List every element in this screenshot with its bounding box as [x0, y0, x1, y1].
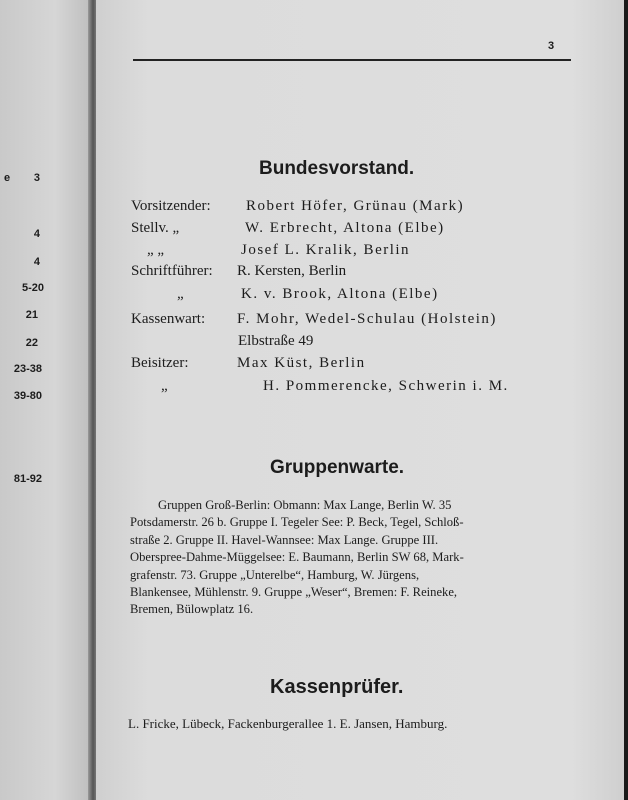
left-page-fragment: e — [4, 172, 11, 184]
paragraph-line: Oberspree-Dahme-Müggelsee: E. Baumann, Berlin SW 68, Mark- — [130, 550, 464, 565]
paragraph-line: straße 2. Gruppe II. Havel-Wannsee: Max Lange. Gruppe III. — [130, 532, 439, 547]
left-page-number: 21 — [25, 309, 38, 321]
board-member: K. v. Brook, Altona (Elbe) — [241, 286, 439, 302]
board-member: Robert Höfer, Grünau (Mark) — [246, 198, 465, 214]
paragraph-line: Potsdamerstr. 26 b. Gruppe I. Tegeler See: P. Beck, Tegel, Schloß- — [130, 515, 464, 530]
board-member-address: Elbstraße 49 — [238, 333, 314, 349]
board-member: H. Pommerencke, Schwerin i. M. — [263, 378, 509, 394]
board-role: „ — [161, 378, 168, 394]
board-role: Vorsitzender: — [131, 198, 211, 214]
kassenpruefer-text: L. Fricke, Lübeck, Fackenburgerallee 1. E. Jansen, Hamburg. — [128, 716, 448, 731]
header-rule — [133, 59, 571, 61]
board-role: „ — [177, 286, 184, 302]
board-member: F. Mohr, Wedel-Schulau (Holstein) — [237, 311, 497, 327]
left-page-number: 4 — [33, 228, 40, 240]
left-page-number: 39-80 — [13, 390, 42, 402]
left-page-number: 81-92 — [13, 473, 42, 485]
paragraph-line: grafenstr. 73. Gruppe „Unterelbe“, Hamburg, W. Jürgens, — [130, 567, 420, 582]
paragraph-line: Bremen, Bülowplatz 16. — [130, 602, 254, 617]
board-role: Beisitzer: — [131, 355, 189, 371]
heading-kassenpruefer: Kassenprüfer. — [270, 676, 404, 698]
left-page-number: 3 — [33, 172, 40, 184]
left-page-number: 22 — [25, 337, 38, 349]
board-role: Kassenwart: — [131, 311, 206, 327]
board-member: W. Erbrecht, Altona (Elbe) — [245, 220, 445, 236]
board-member: Josef L. Kralik, Berlin — [241, 242, 411, 258]
page-number: 3 — [548, 40, 555, 52]
paragraph-line: Gruppen Groß-Berlin: Obmann: Max Lange, Berlin W. 35 — [158, 498, 452, 512]
left-page-number: 23-38 — [13, 363, 42, 375]
board-member: R. Kersten, Berlin — [237, 263, 347, 279]
left-page-number: 5-20 — [21, 282, 44, 294]
paragraph-line: Blankensee, Mühlenstr. 9. Gruppe „Weser“, Bremen: F. Reineke, — [130, 585, 458, 600]
board-role: Schriftführer: — [131, 263, 213, 279]
board-role: „ „ — [147, 242, 165, 258]
left-page — [0, 0, 92, 800]
gruppenwarte-paragraph — [130, 497, 570, 619]
heading-gruppenwarte: Gruppenwarte. — [270, 457, 405, 478]
heading-bundesvorstand: Bundesvorstand. — [259, 158, 415, 179]
left-page-number: 4 — [33, 256, 40, 268]
board-member: Max Küst, Berlin — [237, 355, 366, 371]
board-role: Stellv. „ — [131, 220, 180, 236]
